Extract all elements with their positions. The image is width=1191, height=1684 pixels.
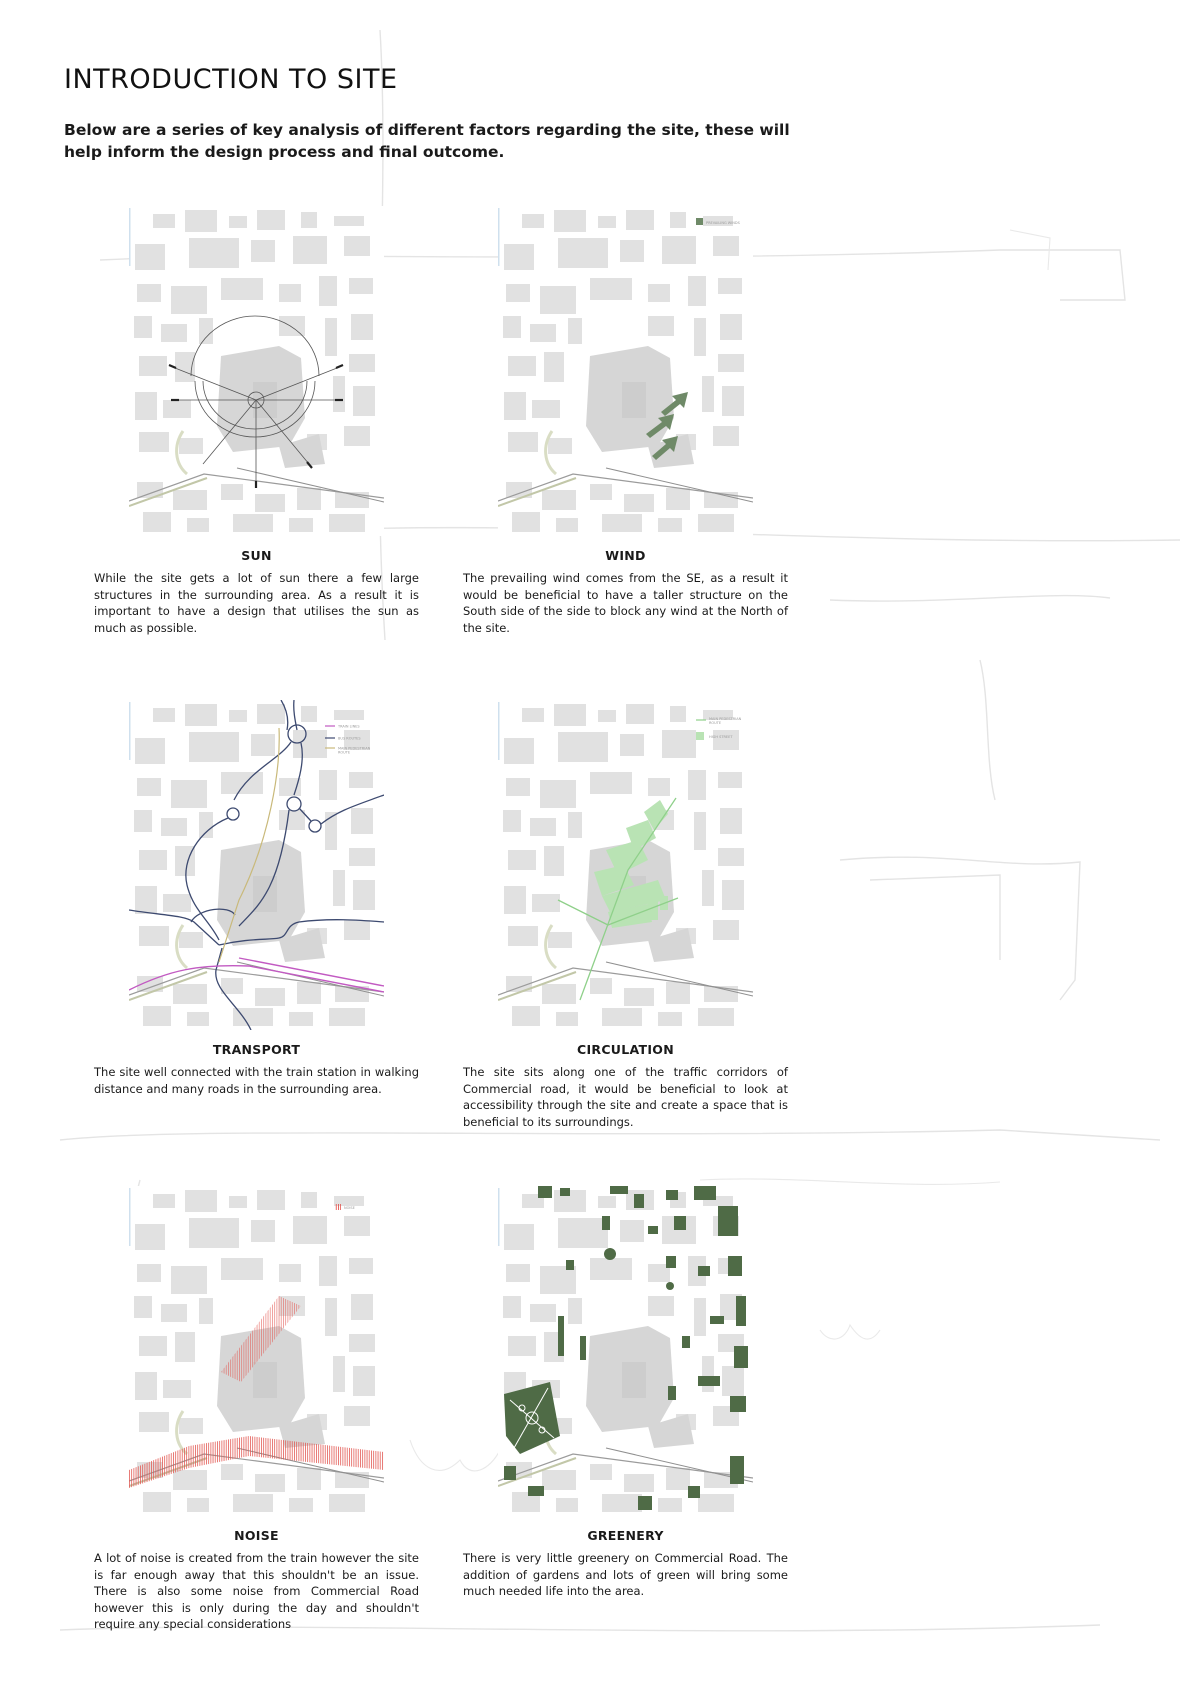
page-title: INTRODUCTION TO SITE [64, 64, 398, 95]
wind-legend-label: PREVAILING WINDS [706, 221, 740, 225]
sun-map [129, 206, 384, 536]
transport-description: The site well connected with the train station in walking distance and many roads in the surrounding area. [94, 1065, 419, 1096]
greenery-map [498, 1186, 753, 1516]
wind-heading: WIND [605, 548, 646, 563]
greenery-heading: GREENERY [587, 1528, 664, 1543]
intro-text: Below are a series of key analysis of different factors regarding the site, these will help inform the design process and final outcome. [64, 121, 790, 161]
svg-text:BUS ROUTES: BUS ROUTES [338, 736, 361, 741]
wind-legend-swatch [696, 218, 703, 225]
svg-text:MAIN PEDESTRIAN: MAIN PEDESTRIAN [709, 717, 742, 721]
greenery-description: There is very little greenery on Commercial Road. The addition of gardens and lots of green will bring some much needed life into the area. [463, 1551, 788, 1598]
svg-text:ROUTE: ROUTE [709, 721, 722, 725]
wind-description: The prevailing wind comes from the SE, as a result it would be beneficial to have a taller structure on the South side of the side to block any wind at the North of the site. [463, 571, 788, 635]
noise-heading: NOISE [234, 1528, 279, 1543]
noise-map [129, 1186, 384, 1516]
sun-heading: SUN [241, 548, 272, 563]
svg-text:NOISE: NOISE [344, 1206, 355, 1210]
svg-text:MAIN PEDESTRIAN: MAIN PEDESTRIAN [338, 746, 371, 751]
wind-map [498, 206, 753, 536]
svg-text:TRAIN LINES: TRAIN LINES [338, 724, 360, 729]
transport-map [129, 700, 384, 1030]
transport-heading: TRANSPORT [212, 1042, 301, 1057]
svg-text:HIGH STREET: HIGH STREET [709, 735, 733, 739]
circulation-description: The site sits along one of the traffic corridors of Commercial road, it would be beneficial to look at accessibility through the site and create a space that is beneficial to its surroundings. [463, 1065, 788, 1129]
circulation-heading: CIRCULATION [576, 1042, 674, 1057]
noise-description: A lot of noise is created from the train however the site is far enough away that this shouldn't be an issue. There is also some noise from Commercial Road however this is only during the day and shouldn't require any special considerations [94, 1551, 419, 1631]
svg-text:ROUTE: ROUTE [338, 750, 351, 755]
circulation-map [498, 700, 753, 1030]
sun-description: While the site gets a lot of sun there a few large structures in the surrounding area. As a result it is important to have a design that utilises the sun as much as possible. [94, 571, 419, 635]
